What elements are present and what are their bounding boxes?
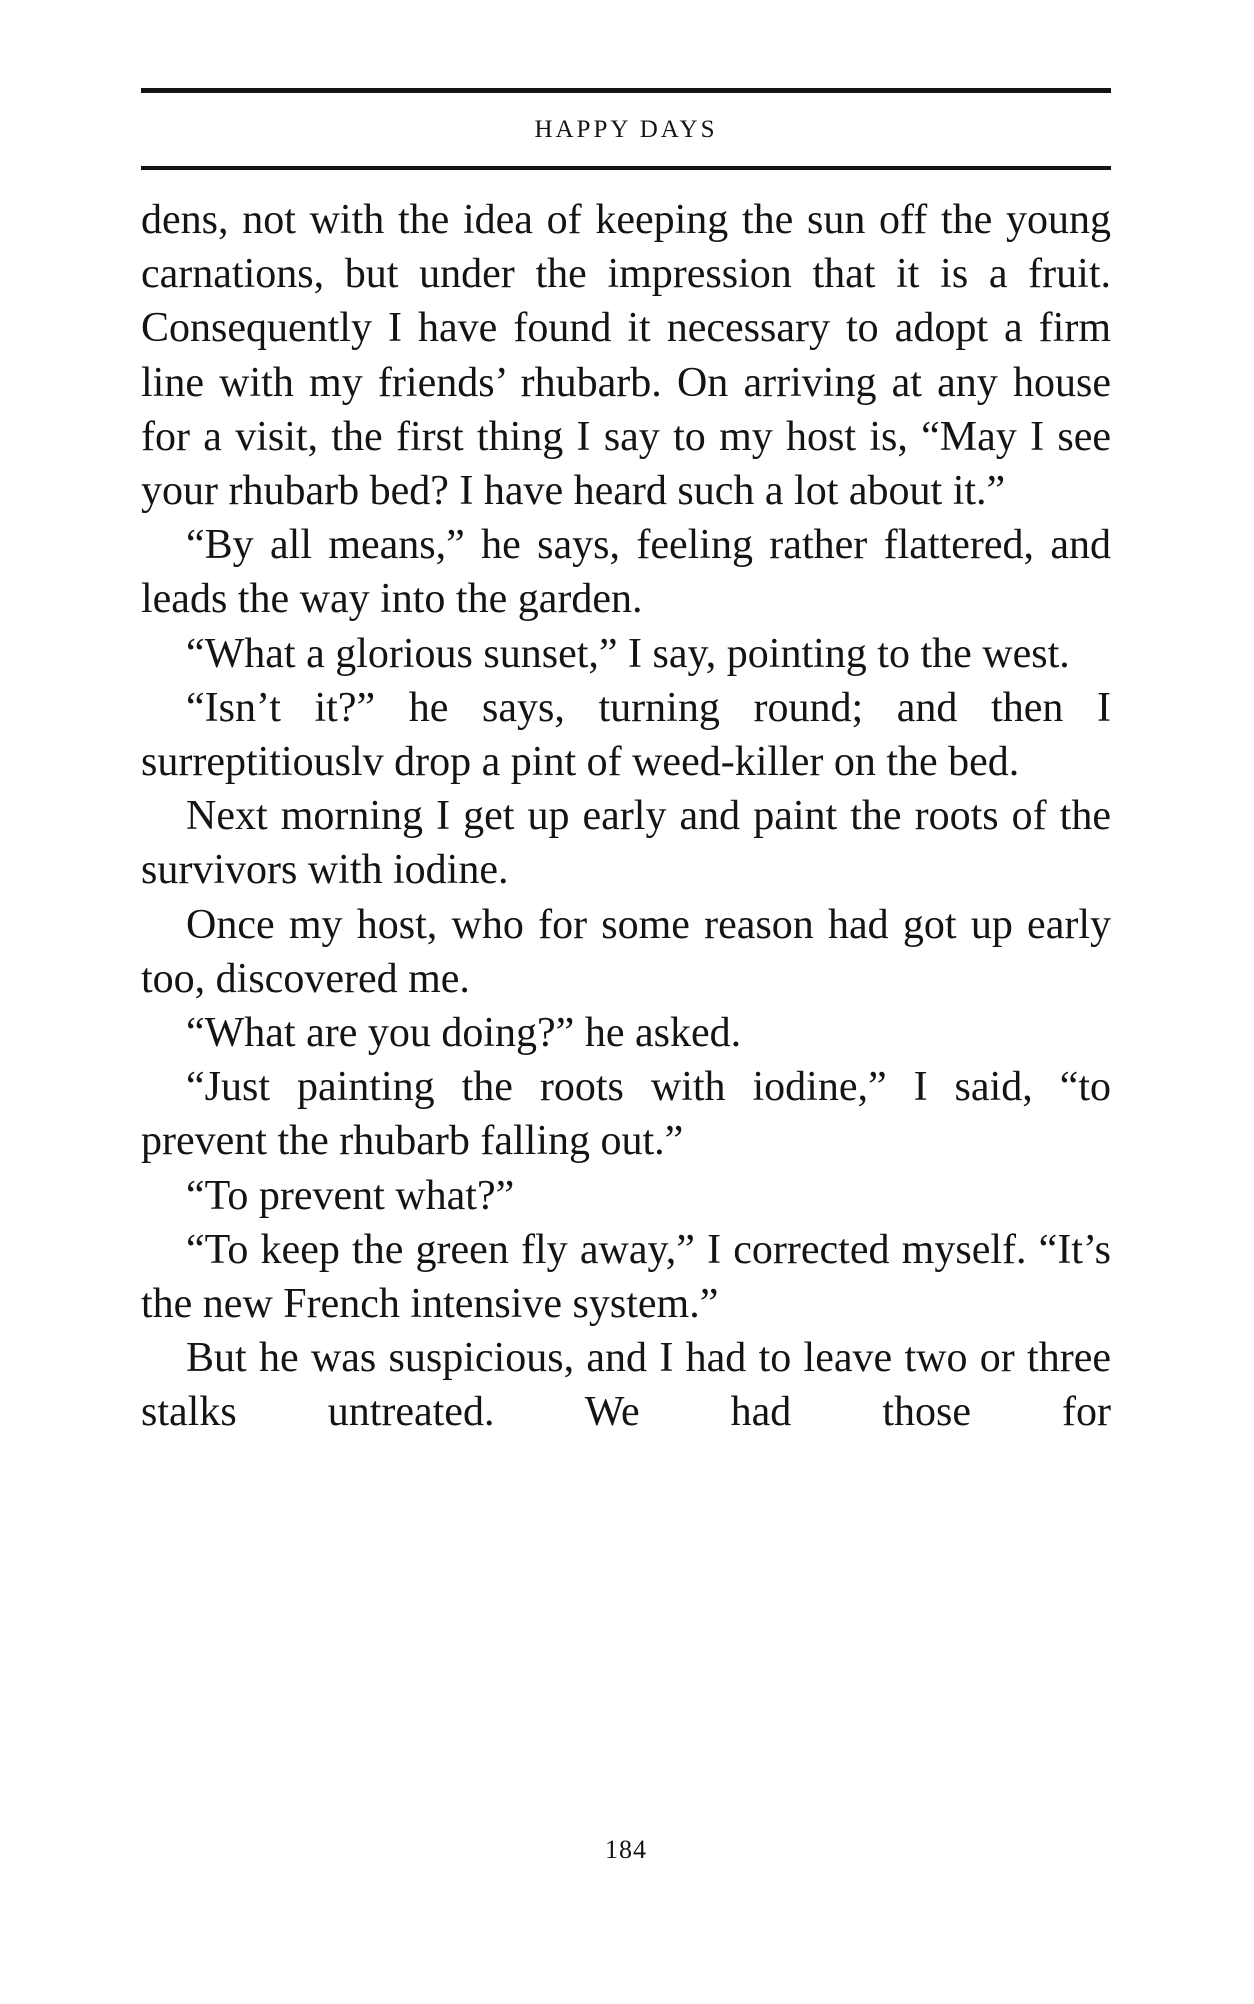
- paragraph: “What a glorious sunset,” I say, pointing to the west.: [186, 630, 1070, 677]
- page-number: 184: [605, 1835, 647, 1864]
- book-page: [141, 0, 1111, 2004]
- paragraph: “By all means,” he says, feeling rather flattered, and leads the way into the garden.: [141, 522, 1111, 623]
- body-text: [141, 193, 1111, 1440]
- paragraph: “Isn’t it?” he says, turning round; and then I surreptitiouslv drop a pint of weed-killer on the bed.: [141, 684, 1111, 786]
- paragraph: “To prevent what?”: [186, 1172, 515, 1219]
- paragraph: Once my host, who for some reason had got up early too, discovered me.: [141, 901, 1111, 1002]
- paragraph: dens, not with the idea of keeping the sun off the young carnations, but under the impression that it is a fruit. Consequently I have found it necessary to adopt a firm line with my friends’ rhubarb. On arriving at any house for a visit, the first thing I say to my host is, “May I see your rhubarb bed? I have heard such a lot about it.”: [141, 197, 1111, 515]
- paragraph: But he was suspicious, and I had to leave two or three stalks untreated. We had those for: [141, 1335, 1111, 1436]
- paragraph: Next morning I get up early and paint the roots of the survivors with iodine.: [141, 793, 1111, 894]
- paragraph: “Just painting the roots with iodine,” I said, “to prevent the rhubarb falling out.”: [141, 1064, 1111, 1165]
- running-title: HAPPY DAYS: [534, 116, 718, 143]
- paragraph: “What are you doing?” he asked.: [186, 1010, 742, 1057]
- header-rule-bottom: [141, 166, 1111, 170]
- header-rule-top: [141, 88, 1111, 93]
- paragraph: “To keep the green fly away,” I corrected myself. “It’s the new French intensive system.”: [141, 1226, 1111, 1328]
